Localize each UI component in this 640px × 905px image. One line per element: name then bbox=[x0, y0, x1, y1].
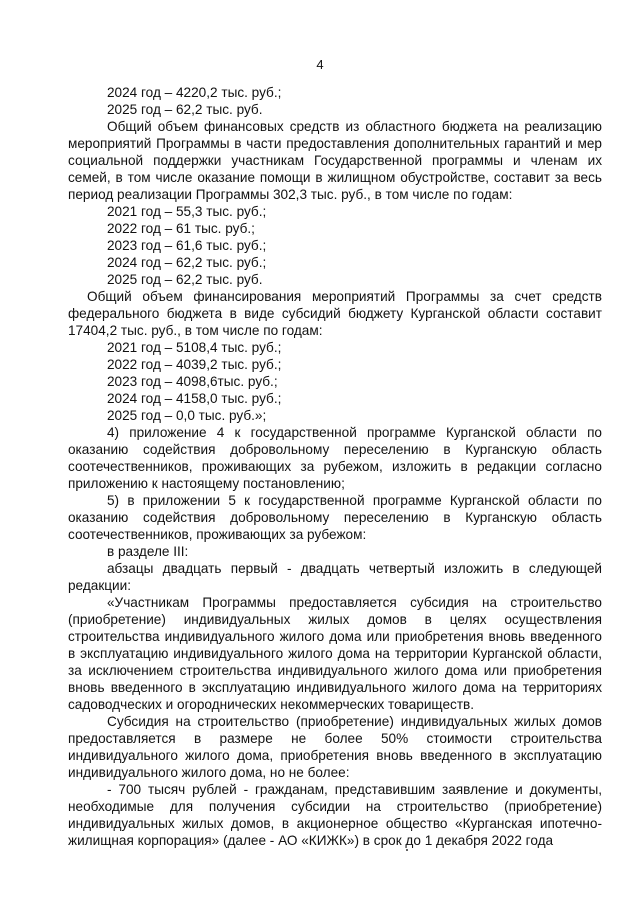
year-line: 2021 год – 5108,4 тыс. руб.; bbox=[107, 340, 282, 355]
year-line: 2024 год – 4158,0 тыс. руб.; bbox=[107, 391, 282, 406]
year-line: 2022 год – 61 тыс. руб.; bbox=[107, 221, 255, 236]
year-line: 2023 год – 61,6 тыс. руб.; bbox=[107, 238, 267, 253]
year-line: 2024 год – 4220,2 тыс. руб.; bbox=[107, 85, 282, 100]
section-line: в разделе III: bbox=[107, 544, 189, 559]
paragraph-federal-budget: Общий объем финансирования мероприятий Программы за счет средств федерального бюджета в виде субсидий бюджету Курганской области составит 17404,2 тыс. руб., в том числе по годам: bbox=[68, 289, 602, 338]
year-line: 2025 год – 62,2 тыс. руб. bbox=[107, 272, 263, 287]
year-line: 2025 год – 62,2 тыс. руб. bbox=[107, 102, 263, 117]
scan-dot bbox=[406, 849, 408, 851]
year-line: 2023 год – 4098,6тыс. руб.; bbox=[107, 374, 278, 389]
paragraph-quote-3: - 700 тысяч рублей - гражданам, представившим заявление и документы, необходимые для получения субсидии на строительство (приобретение) индивидуальных жилых домов, в акционерное общество «Курганская ипотечно-жилищная корпорация» (далее - АО «КИЖК») в срок до 1 декабря 2022 года bbox=[68, 782, 602, 848]
paragraph-quote-2: Субсидия на строительство (приобретение) индивидуальных жилых домов предоставляется в размере не более 50% стоимости строительства индивидуального жилого дома, приобретения вновь введенного в эксплуатацию индивидуального жилого дома, но не более: bbox=[68, 714, 602, 780]
paragraph-item-4: 4) приложение 4 к государственной программе Курганской области по оказанию содействия добровольному переселению в Курганскую область соотечественников, проживающих за рубежом, изложить в редакции согласно приложению к настоящему постановлению; bbox=[68, 425, 602, 491]
paragraph-quote-1: «Участникам Программы предоставляется субсидия на строительство (приобретение) индивидуальных жилых домов в целях осуществления строительства индивидуального жилого дома или приобретения вновь введенного в эксплуатацию индивидуального жилого дома на территории Курганской области, за исключением строительства индивидуального жилого дома или приобретения вновь введенного в эксплуатацию индивидуального жилого дома на территориях садоводческих и огороднических некоммерческих товариществ. bbox=[68, 595, 602, 712]
year-line: 2022 год – 4039,2 тыс. руб.; bbox=[107, 357, 282, 372]
paragraph-regional-budget: Общий объем финансовых средств из областного бюджета на реализацию мероприятий Программы в части предоставления дополнительных гарантий и мер социальной поддержки участникам Государственной программы и членам их семей, в том числе оказание помощи в жилищном обустройстве, составит за весь период реализации Программы 302,3 тыс. руб., в том числе по годам: bbox=[68, 119, 602, 202]
year-line: 2024 год – 62,2 тыс. руб.; bbox=[107, 255, 267, 270]
page-number: 4 bbox=[316, 57, 324, 72]
year-line: 2025 год – 0,0 тыс. руб.»; bbox=[107, 408, 267, 423]
paragraph-abzacy: абзацы двадцать первый - двадцать четвертый изложить в следующей редакции: bbox=[68, 561, 602, 593]
document-body bbox=[68, 84, 602, 849]
year-line: 2021 год – 55,3 тыс. руб.; bbox=[107, 204, 267, 219]
paragraph-item-5: 5) в приложении 5 к государственной программе Курганской области по оказанию содействия добровольному переселению в Курганскую область соотечественников, проживающих за рубежом: bbox=[68, 493, 602, 542]
